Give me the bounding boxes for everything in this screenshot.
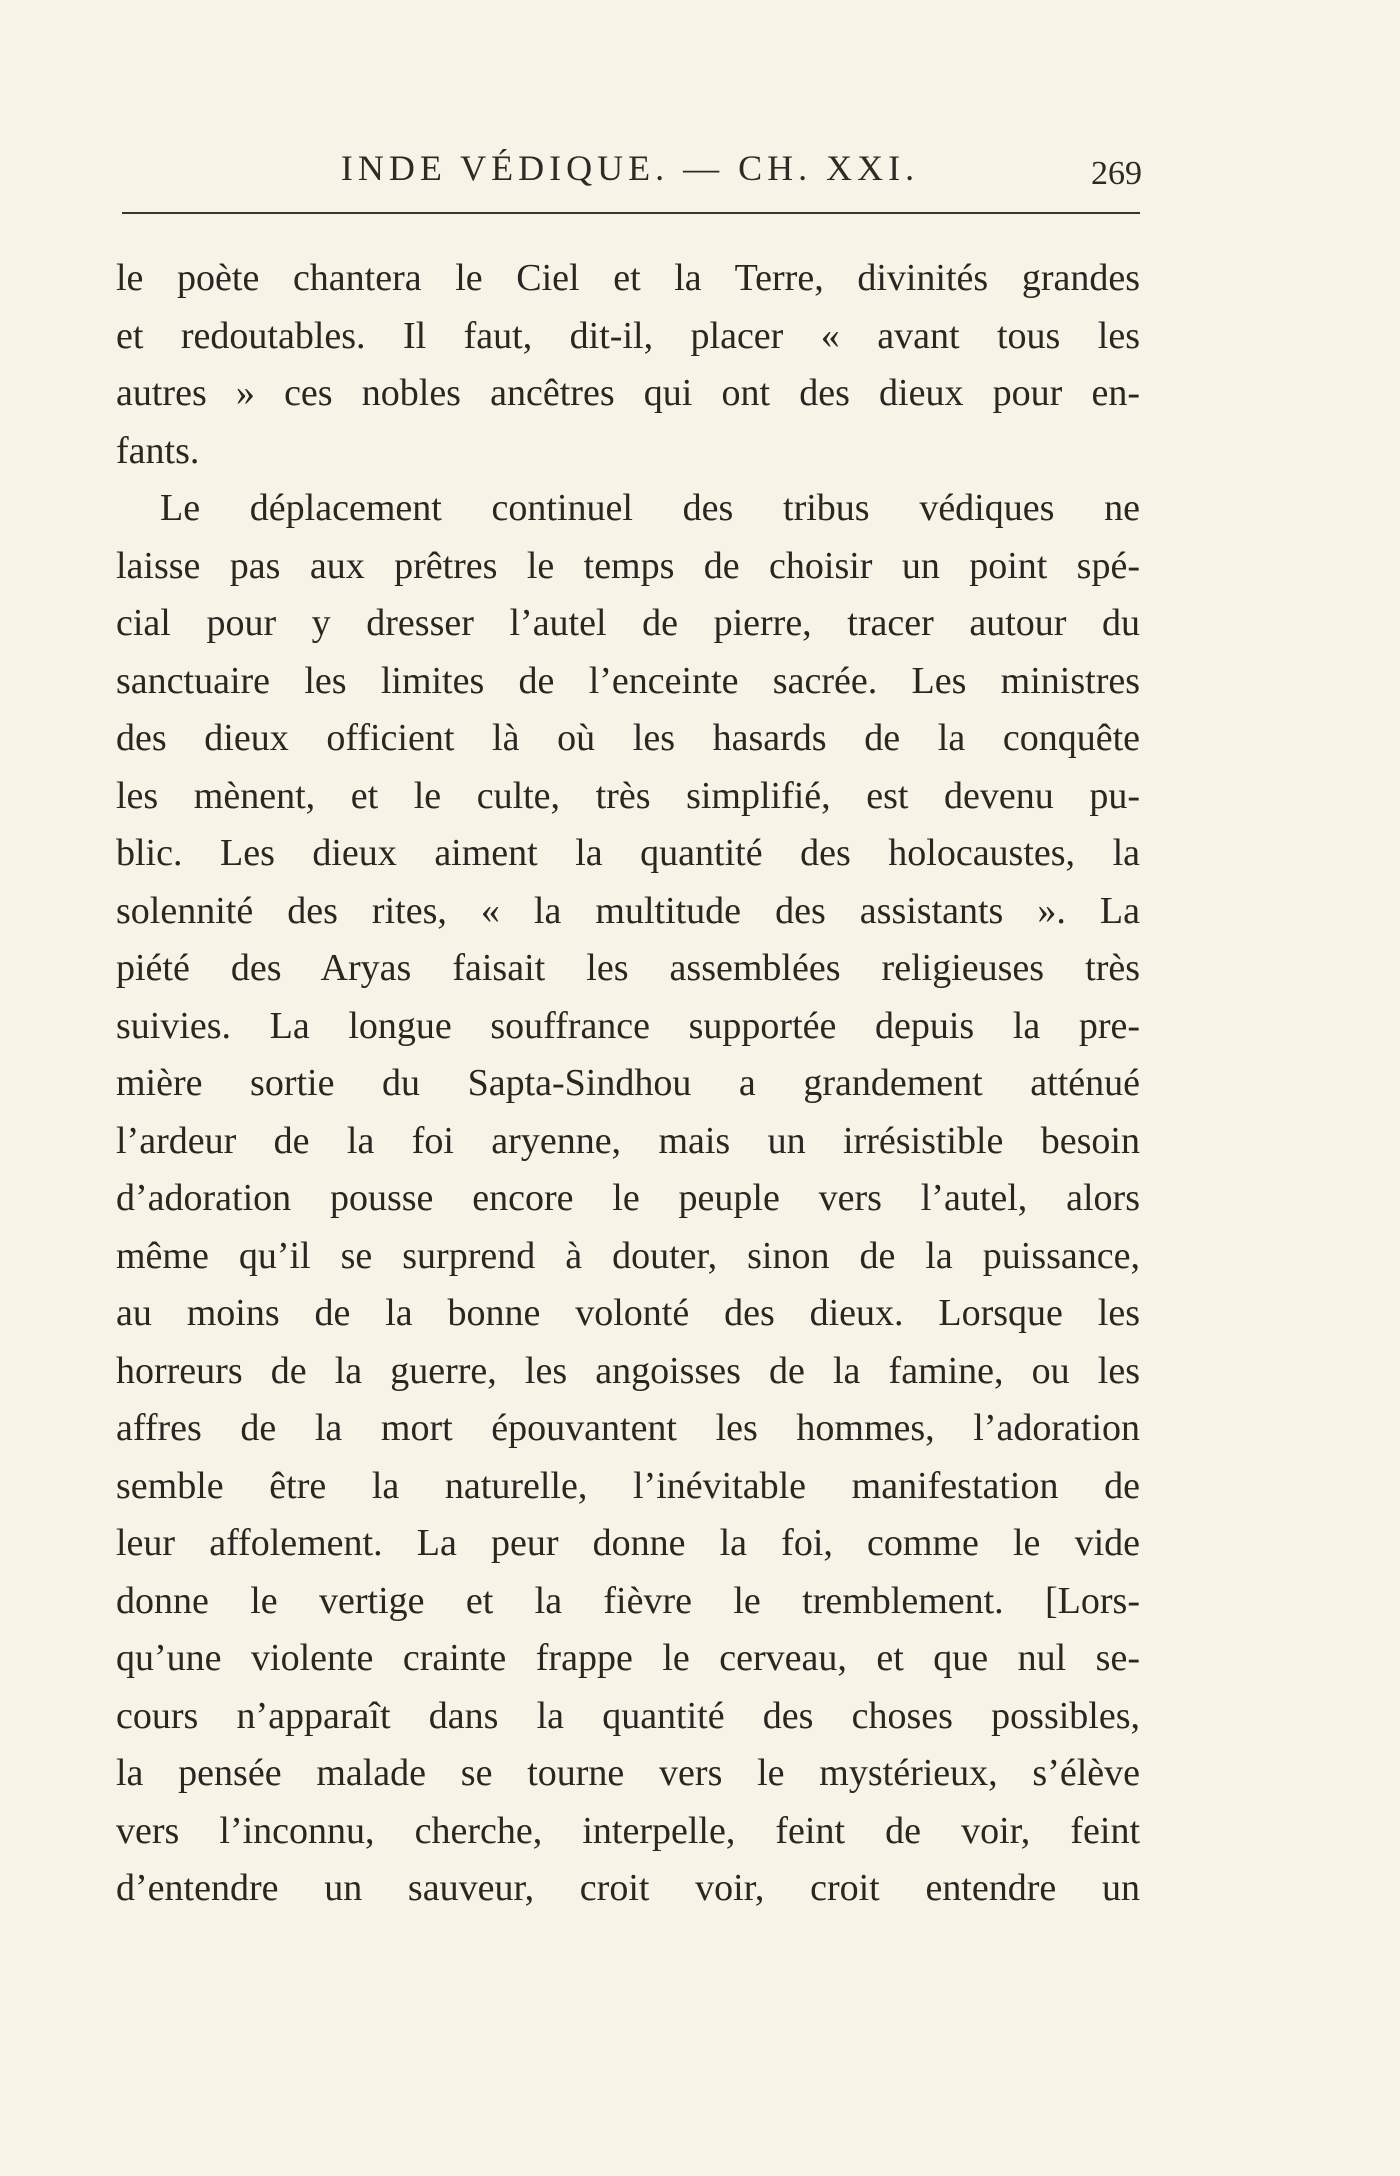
text-line: affres de la mort épouvantent les hommes, l’adoration bbox=[116, 1407, 1140, 1449]
running-head bbox=[120, 140, 1140, 196]
text-line: blic. Les dieux aiment la quantité des holocaustes, la bbox=[116, 832, 1140, 874]
text-line: l’ardeur de la foi aryenne, mais un irrésistible besoin bbox=[116, 1119, 1140, 1162]
text-line: piété des Aryas faisait les assemblées religieuses très bbox=[116, 947, 1140, 989]
header-rule bbox=[122, 212, 1140, 214]
text-line: laisse pas aux prêtres le temps de choisir un point spé- bbox=[116, 544, 1140, 587]
text-line: autres » ces nobles ancêtres qui ont des dieux pour en- bbox=[116, 372, 1140, 414]
text-line: vers l’inconnu, cherche, interpelle, feint de voir, feint bbox=[116, 1809, 1140, 1852]
text-line: au moins de la bonne volonté des dieux. Lorsque les bbox=[116, 1292, 1140, 1334]
text-line: même qu’il se surprend à douter, sinon de la puissance, bbox=[116, 1234, 1140, 1277]
running-title: INDE VÉDIQUE. — CH. XXI. bbox=[340, 148, 920, 188]
text-line: semble être la naturelle, l’inévitable manifestation de bbox=[116, 1464, 1140, 1507]
text-line: mière sortie du Sapta-Sindhou a grandement atténué bbox=[116, 1062, 1140, 1104]
text-line: et redoutables. Il faut, dit-il, placer « avant tous les bbox=[116, 314, 1140, 357]
text-line: des dieux officient là où les hasards de la conquête bbox=[116, 717, 1140, 759]
text-line: le poète chantera le Ciel et la Terre, divinités grandes bbox=[116, 257, 1140, 299]
text-line: solennité des rites, « la multitude des assistants ». La bbox=[116, 889, 1140, 932]
text-line: horreurs de la guerre, les angoisses de la famine, ou les bbox=[116, 1349, 1140, 1392]
text-line: d’adoration pousse encore le peuple vers l’autel, alors bbox=[116, 1177, 1140, 1219]
text-line: cours n’apparaît dans la quantité des choses possibles, bbox=[116, 1694, 1140, 1737]
text-line: donne le vertige et la fièvre le tremblement. [Lors- bbox=[116, 1579, 1140, 1622]
body-text bbox=[116, 250, 1140, 1918]
text-line: les mènent, et le culte, très simplifié, est devenu pu- bbox=[116, 774, 1140, 817]
text-line: cial pour y dresser l’autel de pierre, tracer autour du bbox=[116, 602, 1140, 644]
paragraph-start-line: Le déplacement continuel des tribus védiques ne bbox=[160, 487, 1140, 529]
text-line: suivies. La longue souffrance supportée depuis la pre- bbox=[116, 1004, 1140, 1047]
page-number: 269 bbox=[1091, 155, 1142, 192]
text-line: d’entendre un sauveur, croit voir, croit entendre un bbox=[116, 1867, 1140, 1909]
text-line: leur affolement. La peur donne la foi, comme le vide bbox=[116, 1522, 1140, 1564]
text-line: la pensée malade se tourne vers le mystérieux, s’élève bbox=[116, 1752, 1140, 1794]
text-line: qu’une violente crainte frappe le cerveau, et que nul se- bbox=[116, 1637, 1140, 1679]
paragraph-end-line: fants. bbox=[116, 429, 200, 472]
text-line: sanctuaire les limites de l’enceinte sacrée. Les ministres bbox=[116, 659, 1140, 702]
